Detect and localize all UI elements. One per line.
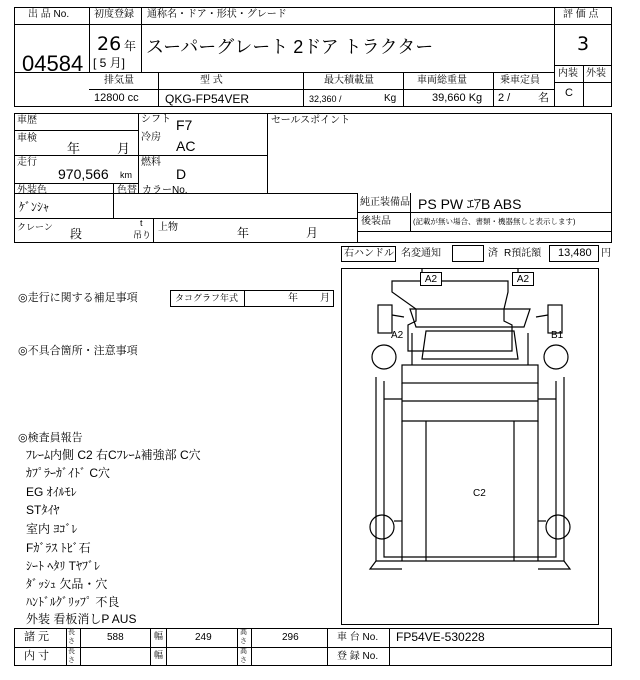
rigged-label: 上物 — [158, 222, 178, 233]
grade-name: スーパーグレート 2ドア トラクター — [146, 37, 434, 57]
vehicle-diagram — [341, 268, 599, 625]
damage-tag-a2-left: A2 — [420, 272, 442, 286]
ac-value: AC — [176, 138, 196, 154]
rigged-month: 月 — [306, 226, 319, 240]
gross-weight-label: 車両総重量 — [417, 75, 467, 86]
dims-label: 諸 元 — [24, 631, 50, 643]
max-load-unit: Kg — [384, 93, 397, 104]
height-label-top: 高 — [240, 629, 247, 636]
chassis-value: FP54VE-530228 — [396, 630, 485, 644]
shift-label: シフト — [141, 114, 171, 125]
exterior-color-value: ｹﾞﾝｼｬ — [19, 200, 50, 214]
model-value: QKG-FP54VER — [165, 92, 250, 106]
aftermarket-note: (記載が無い場合、書類・機器無しと表示します) — [413, 217, 576, 226]
tachograph-label: タコグラフ年式 — [175, 293, 239, 303]
inner-height-label-top: 高 — [240, 648, 247, 655]
report-line: STﾀｲﾔ — [26, 503, 60, 517]
crane-stage: 段 — [70, 227, 83, 241]
options-label: 純正装備品 — [360, 197, 410, 208]
chassis-label: 車 台 No. — [337, 632, 379, 643]
options-value: PS PW ｴｱB ABS — [418, 196, 522, 212]
color-change-label: 色替 — [117, 185, 137, 196]
mileage-label: 走行 — [17, 157, 37, 168]
length-label-bottom: さ — [68, 638, 75, 645]
reg-year-unit: 年 — [124, 39, 137, 53]
shaken-label: 済 — [488, 248, 498, 259]
capacity-unit: 名 — [538, 92, 549, 104]
defects-label: ◎不具合箇所・注意事項 — [18, 345, 138, 357]
recycle-label: R預託額 — [504, 248, 542, 259]
report-line: ﾌﾚｰﾑ内側 C2 右Cﾌﾚｰﾑ補強部 C穴 — [26, 448, 201, 462]
displacement-value: 12800 cc — [94, 92, 139, 104]
color-code-label: カラーNo. — [142, 185, 188, 196]
interior-label: 内装 — [558, 68, 578, 79]
capacity-label: 乗車定員 — [500, 75, 540, 86]
mileage-value: 970,566 — [58, 166, 109, 182]
reg-year: 26 — [97, 33, 122, 55]
registration-label: 登 録 No. — [337, 651, 379, 662]
report-line: ﾊﾝﾄﾞﾙｸﾞﾘｯﾌﾟ 不良 — [26, 595, 120, 609]
width-value: 249 — [195, 632, 212, 643]
report-line: ｶﾌﾟﾗｰｶﾞｲﾄﾞ C穴 — [26, 466, 111, 480]
name-label: 通称名・ドア・形状・グレード — [147, 9, 287, 20]
report-line: EG ｵｲﾙﾓﾚ — [26, 485, 77, 499]
inspection-month: 月 — [117, 141, 131, 156]
inspection-label: 車検 — [17, 133, 37, 144]
capacity-value: 2 / — [498, 92, 511, 104]
inner-height-label-bottom: さ — [240, 657, 247, 664]
crane-hang: 吊り — [133, 230, 152, 240]
inner-dims-label: 内 寸 — [24, 650, 50, 662]
max-load-value: 32,360 / — [309, 94, 342, 104]
gross-weight-value: 39,660 Kg — [432, 92, 483, 104]
yen-label: 円 — [601, 248, 611, 259]
damage-mark-a2: A2 — [391, 330, 404, 341]
mileage-unit: km — [120, 170, 132, 180]
name-change-box — [452, 245, 484, 262]
report-line: ｼｰﾄ ﾍﾀﾘ Tﾔﾌﾞﾚ — [26, 559, 100, 573]
interior-grade: C — [565, 87, 573, 99]
length-value: 588 — [107, 632, 124, 643]
model-label: 型 式 — [200, 75, 223, 86]
inner-length-label-top: 長 — [68, 648, 75, 655]
truck-outline — [342, 269, 598, 624]
stock-number: 04584 — [22, 51, 84, 76]
inspector-report-label: ◎検査員報告 — [18, 432, 83, 444]
shift-value: F7 — [176, 117, 193, 133]
damage-tag-a2-right: A2 — [512, 272, 534, 286]
stock-no-label: 出 品 No. — [28, 9, 70, 20]
overall-score: 3 — [577, 33, 590, 55]
damage-mark-c2: C2 — [473, 488, 486, 499]
rigged-year: 年 — [237, 226, 250, 240]
driving-notes-label: ◎走行に関する補足事項 — [18, 292, 138, 304]
inner-length-label-bottom: さ — [68, 657, 75, 664]
fuel-label: 燃料 — [141, 157, 161, 168]
deposit-value: 13,480 — [558, 247, 592, 259]
report-line: 室内 ﾖｺﾞﾚ — [26, 522, 78, 536]
height-value: 296 — [282, 632, 299, 643]
height-label-bottom: さ — [240, 638, 247, 645]
max-load-label: 最大積載量 — [324, 75, 374, 86]
length-label-top: 長 — [68, 629, 75, 636]
tachograph-year: 年 — [288, 293, 298, 304]
report-line: ﾀﾞｯｼｭ 欠品・穴 — [26, 577, 108, 591]
crane-label: クレーン — [17, 222, 53, 232]
ac-label: 冷房 — [141, 132, 161, 143]
history-label: 車歴 — [17, 115, 37, 126]
width-label: 幅 — [154, 631, 164, 641]
report-line: 外装 看板消しP AUS — [26, 612, 137, 626]
tachograph-month: 月 — [320, 293, 330, 304]
fuel-value: D — [176, 166, 187, 182]
exterior-color-label: 外装色 — [17, 185, 47, 196]
right-hand-label: 右ハンドル — [344, 248, 394, 259]
score-label: 評 価 点 — [563, 9, 599, 20]
inner-width-label: 幅 — [154, 650, 164, 660]
sales-point-label: セールスポイント — [271, 115, 351, 126]
first-reg-label: 初度登録 — [94, 9, 134, 20]
displacement-label: 排気量 — [104, 75, 134, 86]
report-line: Fｶﾞﾗｽ ﾄﾋﾞ石 — [26, 541, 91, 555]
exterior-label: 外装 — [586, 68, 606, 79]
damage-mark-b1: B1 — [551, 330, 564, 341]
name-change-label: 名変通知 — [401, 248, 441, 259]
reg-month: [ 5 月] — [93, 56, 126, 70]
crane-ton: t — [140, 218, 143, 228]
aftermarket-label: 後装品 — [361, 216, 391, 227]
inspection-year: 年 — [67, 141, 81, 156]
